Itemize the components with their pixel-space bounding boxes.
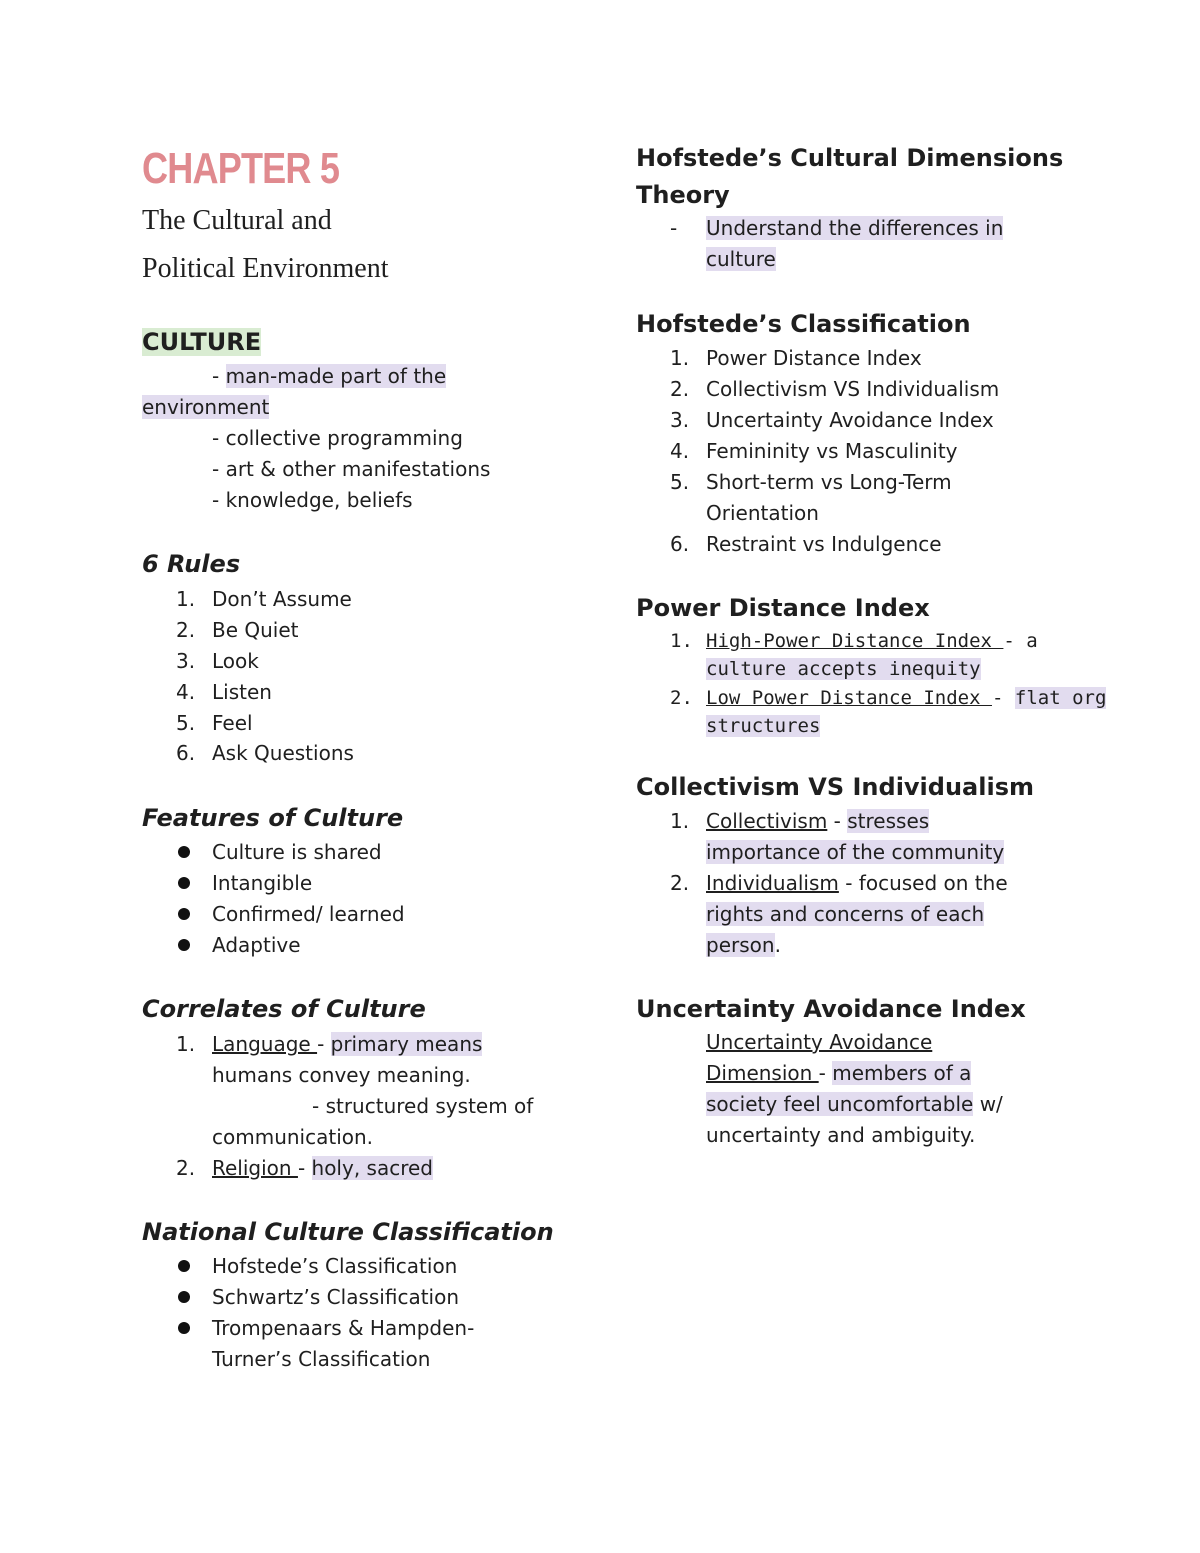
bullet-icon	[178, 939, 190, 951]
bullet-icon	[178, 1260, 190, 1272]
language-def-end: communication.	[212, 1125, 374, 1149]
collectivism-term: Collectivism	[706, 809, 828, 833]
individualism-period: .	[774, 933, 781, 957]
culture-item: - collective programming	[212, 426, 463, 450]
language-sep: -	[317, 1032, 331, 1056]
classification-item: Power Distance Index	[706, 346, 922, 370]
theory-heading-cont: Theory	[636, 181, 730, 209]
collectivism-def: stresses	[847, 809, 930, 833]
uai-def-end: uncertainty and ambiguity.	[706, 1123, 976, 1147]
uai-term: Uncertainty Avoidance	[706, 1030, 933, 1054]
rule-item: Don’t Assume	[212, 587, 352, 611]
pdi-heading: Power Distance Index	[636, 594, 930, 622]
rule-item: Ask Questions	[212, 741, 354, 765]
rule-item: Be Quiet	[212, 618, 299, 642]
feature-item: Adaptive	[212, 933, 301, 957]
national-heading: National Culture Classification	[142, 1218, 554, 1246]
rule-item: Feel	[212, 711, 253, 735]
classification-heading: Hofstede’s Classification	[636, 310, 971, 338]
collectivism-def-cont: importance of the community	[706, 840, 1005, 864]
bullet-icon	[178, 846, 190, 858]
individualism-def-cont: person	[706, 933, 775, 957]
national-item-cont: Turner’s Classification	[212, 1347, 431, 1371]
chapter-title: CHAPTER 5	[142, 144, 340, 193]
culture-item: - knowledge, beliefs	[212, 488, 413, 512]
national-item: Hofstede’s Classification	[212, 1254, 458, 1278]
national-item: Trompenaars & Hampden-	[212, 1316, 475, 1340]
rule-item: Listen	[212, 680, 272, 704]
theory-dash: -	[670, 216, 678, 240]
classification-item: Femininity vs Masculinity	[706, 439, 958, 463]
rules-heading: 6 Rules	[142, 550, 241, 578]
theory-def: Understand the differences in	[706, 216, 1004, 240]
pdi-low-sep: -	[991, 687, 1015, 709]
bullet-icon	[178, 1291, 190, 1303]
pdi-high-term: High-Power Distance Index	[706, 630, 1004, 652]
individualism-term: Individualism	[706, 871, 839, 895]
uai-def: members of a	[832, 1061, 972, 1085]
pdi-high-sep: - a	[1003, 630, 1038, 652]
collectivism-sep: -	[827, 809, 848, 833]
chapter-subtitle-line2: Political Environment	[142, 253, 389, 284]
theory-heading: Hofstede’s Cultural Dimensions	[636, 144, 1064, 172]
pdi-low-def: flat org	[1014, 687, 1107, 709]
language-term: Language	[212, 1032, 318, 1056]
classification-item: Uncertainty Avoidance Index	[706, 408, 994, 432]
language-def-cont: humans convey meaning.	[212, 1063, 471, 1087]
classification-item: Collectivism VS Individualism	[706, 377, 1000, 401]
language-def: primary means	[330, 1032, 483, 1056]
ci-heading: Collectivism VS Individualism	[636, 773, 1034, 801]
culture-def-dash: -	[212, 364, 226, 388]
feature-item: Culture is shared	[212, 840, 382, 864]
uai-sep: -	[818, 1061, 833, 1085]
correlates-heading: Correlates of Culture	[142, 995, 426, 1023]
chapter-subtitle-line1: The Cultural and	[142, 205, 332, 236]
bullet-icon	[178, 1322, 190, 1334]
bullet-icon	[178, 877, 190, 889]
culture-heading: CULTURE	[142, 328, 262, 356]
religion-def: holy, sacred	[311, 1156, 433, 1180]
religion-term: Religion	[212, 1156, 298, 1180]
individualism-def: rights and concerns of each	[706, 902, 985, 926]
feature-item: Intangible	[212, 871, 313, 895]
classification-item: Short-term vs Long-Term	[706, 470, 952, 494]
theory-def-cont: culture	[706, 247, 776, 271]
features-heading: Features of Culture	[142, 804, 404, 832]
individualism-sep: - focused on the	[838, 871, 1008, 895]
religion-sep: -	[297, 1156, 312, 1180]
uai-def-tail: w/	[973, 1092, 1003, 1116]
feature-item: Confirmed/ learned	[212, 902, 405, 926]
uai-def-cont: society feel uncomfortable	[706, 1092, 974, 1116]
culture-def-text: man-made part of the	[225, 364, 447, 388]
pdi-low-def-cont: structures	[706, 715, 821, 737]
culture-def-text-cont: environment	[142, 395, 270, 419]
uai-heading: Uncertainty Avoidance Index	[636, 995, 1026, 1023]
classification-item: Restraint vs Indulgence	[706, 532, 942, 556]
national-item: Schwartz’s Classification	[212, 1285, 460, 1309]
culture-item: - art & other manifestations	[212, 457, 491, 481]
classification-item-cont: Orientation	[706, 501, 819, 525]
uai-term-cont: Dimension	[706, 1061, 819, 1085]
pdi-high-def: culture accepts inequity	[706, 658, 981, 680]
language-def-structured: - structured system of	[312, 1094, 534, 1118]
bullet-icon	[178, 908, 190, 920]
rule-item: Look	[212, 649, 259, 673]
pdi-low-term: Low Power Distance Index	[706, 687, 992, 709]
